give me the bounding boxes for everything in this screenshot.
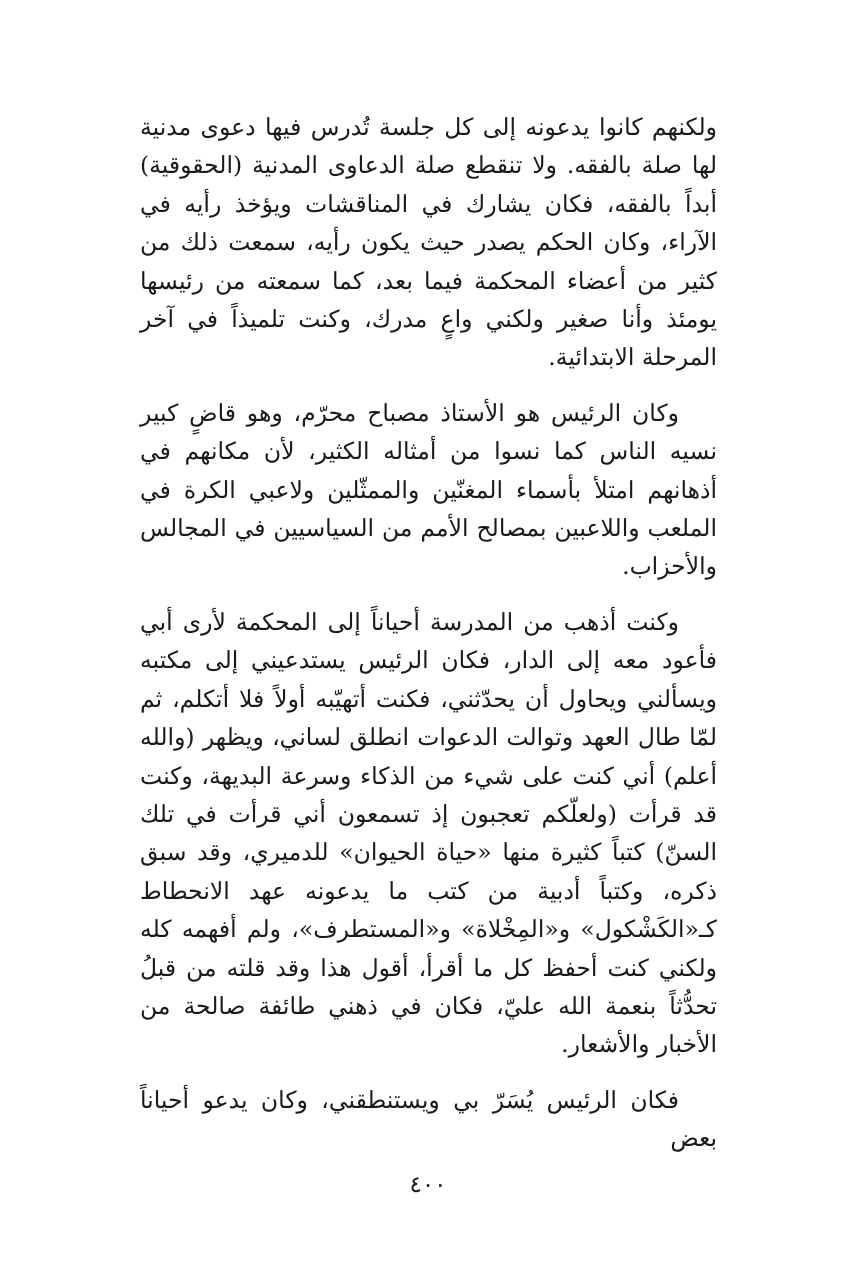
paragraph-4: فكان الرئيس يُسَرّ بي ويستنطقني، وكان يدعو أحياناً بعض [140, 1085, 717, 1153]
page-number: ٤٠٠ [409, 1172, 447, 1198]
paragraph-3: وكنت أذهب من المدرسة أحياناً إلى المحكمة لأرى أبي فأعود معه إلى الدار، فكان الرئيس يستدعيني إلى مكتبه ويسألني ويحاول أن يحدّثني، فكنت أتهيّبه أولاً فلا أتكلم، ثم لمّا طال العهد وتوالت الدعوات انطلق لساني، ويظهر (والله أعلم) أني كنت على شيء من الذكاء وسرعة البديهة، وكنت قد قرأت (ولعلّكم تعجبون إذ تسمعون أني قرأت في تلك السنّ) كتباً كثيرة منها «حياة الحيوان» للدميري، وقد سبق ذكره، وكتباً أدبية من كتب ما يدعونه عهد الانحطاط كـ«الكَشْكول» و«المِخْلاة» و«المستطرف»، ولم أفهمه كله ولكني كنت أحفظ كل ما أقرأ، أقول هذا وقد قلته من قبلُ تحدُّثاً بنعمة الله عليّ، فكان في ذهني طائفة صالحة من الأخبار والأشعار. [140, 607, 717, 1059]
paragraph-2: وكان الرئيس هو الأستاذ مصباح محرّم، وهو قاضٍ كبير نسيه الناس كما نسوا من أمثاله الكثير، لأن مكانهم في أذهانهم امتلأ بأسماء المغنّين والممثّلين ولاعبي الكرة في الملعب واللاعبين بمصالح الأمم من السياسيين في المجالس والأحزاب. [140, 398, 717, 581]
paragraph-1: ولكنهم كانوا يدعونه إلى كل جلسة تُدرس فيها دعوى مدنية لها صلة بالفقه. ولا تنقطع صلة الدعاوى المدنية (الحقوقية) أبداً بالفقه، فكان يشارك في المناقشات ويؤخذ رأيه في الآراء، وكان الحكم يصدر حيث يكون رأيه، سمعت ذلك من كثير من أعضاء المحكمة فيما بعد، كما سمعته من رئيسها يومئذ وأنا صغير ولكني واعٍ مدرك، وكنت تلميذاً في آخر المرحلة الابتدائية. [140, 113, 717, 372]
body-text [140, 108, 717, 1175]
